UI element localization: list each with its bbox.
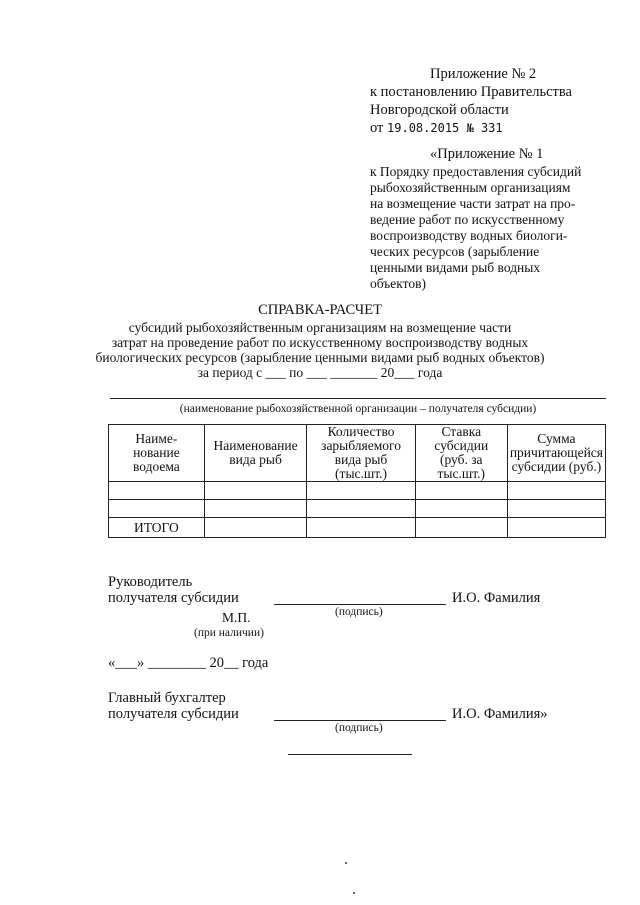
inner-appendix-line: ведение работ по искусственному [370,212,565,227]
inner-appendix-line: рыбохозяйственным организациям [370,180,571,195]
organization-caption: (наименование рыбохозяйственной организации – получателя субсидии) [179,403,537,415]
appendix-line-2: Новгородской области [370,102,509,118]
table-cell [307,482,415,500]
inner-appendix-line: к Порядку предоставления субсидий [370,164,582,179]
accountant-name: И.О. Фамилия» [452,706,548,722]
scan-speck [353,892,355,894]
head-signature-caption: (подпись) [335,606,383,618]
organization-name-line [110,398,606,399]
heading-line: биологических ресурсов (зарыбление ценными видами рыб водных объектов) [95,350,545,365]
scan-speck [345,862,347,864]
closing-separator [288,754,412,755]
table-cell [204,482,307,500]
inner-appendix-title: «Приложение № 1 [430,146,544,162]
head-title-line-2: получателя субсидии [108,590,239,606]
heading-line: субсидий рыбохозяйственным организациям на возмещение части [128,320,512,335]
table-cell [307,500,415,518]
table-cell [507,518,605,538]
date-line: «___» ________ 20__ года [108,655,269,671]
accountant-signature-caption: (подпись) [335,722,383,734]
column-header-quantity: Количество зарыбляемого вида рыб (тыс.шт.) [307,425,415,482]
appendix-title: Приложение № 2 [430,66,537,82]
column-header-fish-species: Наименование вида рыб [204,425,307,482]
period-line: за период с ___ по ___ _______ 20___ года [197,365,443,380]
inner-appendix-line: ценными видами рыб водных [370,260,541,275]
table-cell [109,482,205,500]
inner-appendix-line: воспроизводству водных биологи- [370,228,568,243]
total-label: ИТОГО [109,518,205,538]
heading-line: затрат на проведение работ по искусственному воспроизводству водных [111,335,529,350]
head-title-line-1: Руководитель [108,574,193,590]
inner-appendix-line: ческих ресурсов (зарыбление [370,244,540,259]
inner-appendix-line: объектов) [370,276,426,291]
table-cell [307,518,415,538]
table-header-row [109,425,606,482]
table-cell [204,500,307,518]
subsidy-table [108,424,606,538]
appendix-line-1: к постановлению Правительства [370,84,572,100]
document-title: СПРАВКА-РАСЧЕТ [258,302,382,318]
inner-appendix-line: на возмещение части затрат на про- [370,196,576,211]
table-cell [415,482,507,500]
accountant-title-line-2: получателя субсидии [108,706,239,722]
table-row [109,482,606,500]
table-cell [109,500,205,518]
table-row [109,500,606,518]
table-cell [507,482,605,500]
column-header-rate: Ставка субсидии (руб. за тыс.шт.) [415,425,507,482]
table-cell [507,500,605,518]
table-cell [415,518,507,538]
column-header-waterbody: Наиме- нование водоема [109,425,205,482]
table-cell [204,518,307,538]
appendix-date-stamp: 19.08.2015 № 331 [387,121,503,135]
head-name: И.О. Фамилия [452,590,541,606]
table-cell [415,500,507,518]
stamp-label: М.П. [222,610,251,625]
stamp-note: (при наличии) [194,627,264,639]
appendix-date-prefix: от [370,120,384,136]
table-total-row [109,518,606,538]
accountant-title-line-1: Главный бухгалтер [108,690,226,706]
appendix-date-line [370,120,503,137]
column-header-amount: Сумма причитающейся субсидии (руб.) [507,425,605,482]
